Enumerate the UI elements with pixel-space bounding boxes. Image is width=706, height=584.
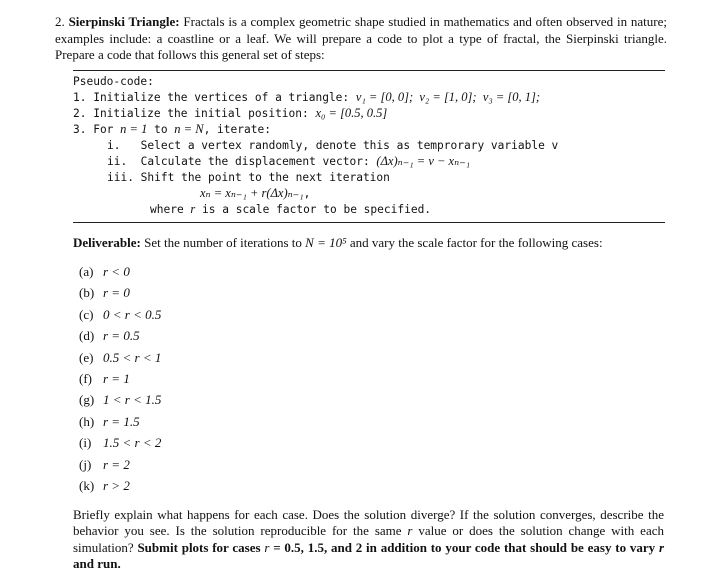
case-item bbox=[79, 414, 161, 435]
problem-number: 2. bbox=[55, 14, 65, 29]
pseudocode-substep-ii bbox=[107, 154, 706, 170]
case-label: (g) bbox=[79, 392, 95, 408]
pseudocode-bottom-rule bbox=[73, 222, 665, 223]
case-condition: 1.5 < r < 2 bbox=[103, 435, 162, 451]
step-3-prefix: 3. For bbox=[73, 123, 121, 136]
closing-r-3: r bbox=[658, 539, 664, 555]
closing-bold-3: and run. bbox=[73, 555, 121, 571]
where-var: r bbox=[190, 202, 196, 216]
where-prefix: where bbox=[150, 203, 191, 216]
case-label: (f) bbox=[79, 370, 92, 386]
case-condition: 0 < r < 0.5 bbox=[103, 306, 162, 322]
case-item bbox=[79, 371, 161, 392]
step-2-text: 2. Initialize the initial position: bbox=[73, 107, 316, 120]
pseudocode-substep-iii: iii. Shift the point to the next iteration bbox=[107, 171, 390, 184]
case-condition: r > 2 bbox=[103, 477, 130, 493]
case-item bbox=[79, 307, 161, 328]
pseudocode-step-3 bbox=[73, 122, 673, 138]
step-3-to-word: to bbox=[147, 123, 175, 136]
pseudocode-step-2 bbox=[73, 106, 673, 122]
case-item bbox=[79, 478, 161, 499]
step-2-math: x₀ = [0.5, 0.5] bbox=[315, 106, 388, 120]
problem-intro: Fractals is a complex geometric shape studied in mathematics and often observed in nature; examples include: a coastline or a leaf. We will prepare a code to plot a type of fractal, the Sierpinski triangle. Prepare a code that follows this general set of steps: bbox=[55, 14, 667, 62]
case-item bbox=[79, 457, 161, 478]
case-condition: 0.5 < r < 1 bbox=[103, 349, 162, 365]
formula-math: xₙ = xₙ₋₁ + r(Δx)ₙ₋₁ bbox=[200, 186, 304, 200]
problem-title: Sierpinski Triangle: bbox=[68, 14, 180, 29]
step-1-text: 1. Initialize the vertices of a triangle: bbox=[73, 91, 356, 104]
closing-r-2: r bbox=[264, 539, 270, 555]
closing-instructions bbox=[73, 507, 664, 572]
case-condition: r < 0 bbox=[103, 264, 130, 279]
case-item bbox=[79, 392, 161, 413]
formula-suffix: , bbox=[303, 187, 311, 200]
where-suffix: is a scale factor to be specified. bbox=[195, 203, 432, 216]
case-item bbox=[79, 350, 161, 371]
step-3-suffix: , iterate: bbox=[203, 123, 271, 136]
closing-bold-1: Submit plots for cases bbox=[137, 539, 265, 555]
closing-text-1: Briefly explain what happens for each case. Does the solution diverge? If the solution converges, describe the behavior you see. Is the solution reproducible for the same bbox=[73, 507, 664, 539]
case-label: (a) bbox=[79, 264, 94, 279]
deliverable-text-before: Set the number of iterations to bbox=[144, 235, 306, 250]
case-item bbox=[79, 264, 161, 285]
case-item bbox=[79, 285, 161, 306]
case-condition: r = 0.5 bbox=[103, 328, 140, 344]
substep-ii-text: ii. Calculate the displacement vector: bbox=[107, 155, 377, 168]
pseudocode-step-1 bbox=[73, 90, 673, 106]
case-item bbox=[79, 328, 161, 349]
case-label: (d) bbox=[79, 328, 95, 344]
case-label: (c) bbox=[79, 306, 94, 322]
case-condition: r = 0 bbox=[103, 285, 130, 301]
closing-r-1: r bbox=[407, 523, 413, 539]
pseudocode-where bbox=[150, 202, 706, 218]
step-3-to: n = N bbox=[174, 122, 204, 136]
pseudocode-header: Pseudo-code: bbox=[73, 75, 154, 88]
pseudocode-formula bbox=[200, 186, 706, 202]
case-label: (e) bbox=[79, 349, 94, 365]
case-label: (j) bbox=[79, 456, 92, 472]
case-list bbox=[79, 264, 161, 499]
case-label: (i) bbox=[79, 435, 92, 451]
case-condition: r = 2 bbox=[103, 456, 130, 472]
closing-text-2: value or does the solution change with each simulation? bbox=[73, 523, 664, 555]
step-3-from: n = 1 bbox=[120, 122, 148, 136]
step-1-math: v₁ = [0, 0]; v₂ = [1, 0]; v₃ = [0, 1]; bbox=[355, 90, 541, 104]
case-condition: r = 1.5 bbox=[103, 413, 140, 429]
deliverable-n-value: N = 10⁵ bbox=[305, 235, 347, 250]
pseudocode-top-rule bbox=[73, 70, 665, 71]
case-label: (b) bbox=[79, 285, 95, 301]
case-item bbox=[79, 435, 161, 456]
case-label: (h) bbox=[79, 413, 95, 429]
case-condition: r = 1 bbox=[103, 370, 130, 386]
deliverable-text-after: and vary the scale factor for the following cases: bbox=[346, 235, 603, 250]
case-condition: 1 < r < 1.5 bbox=[103, 392, 162, 408]
deliverable bbox=[73, 235, 673, 251]
deliverable-label: Deliverable: bbox=[73, 235, 141, 250]
problem-statement bbox=[55, 14, 667, 64]
pseudocode-substep-i: i. Select a vertex randomly, denote this as temprorary variable v bbox=[107, 139, 559, 152]
substep-ii-math: (Δx)ₙ₋₁ = v − xₙ₋₁ bbox=[376, 154, 471, 168]
case-label: (k) bbox=[79, 477, 95, 493]
closing-bold-2: = 0.5, 1.5, and 2 in addition to your code that should be easy to vary bbox=[269, 539, 659, 555]
